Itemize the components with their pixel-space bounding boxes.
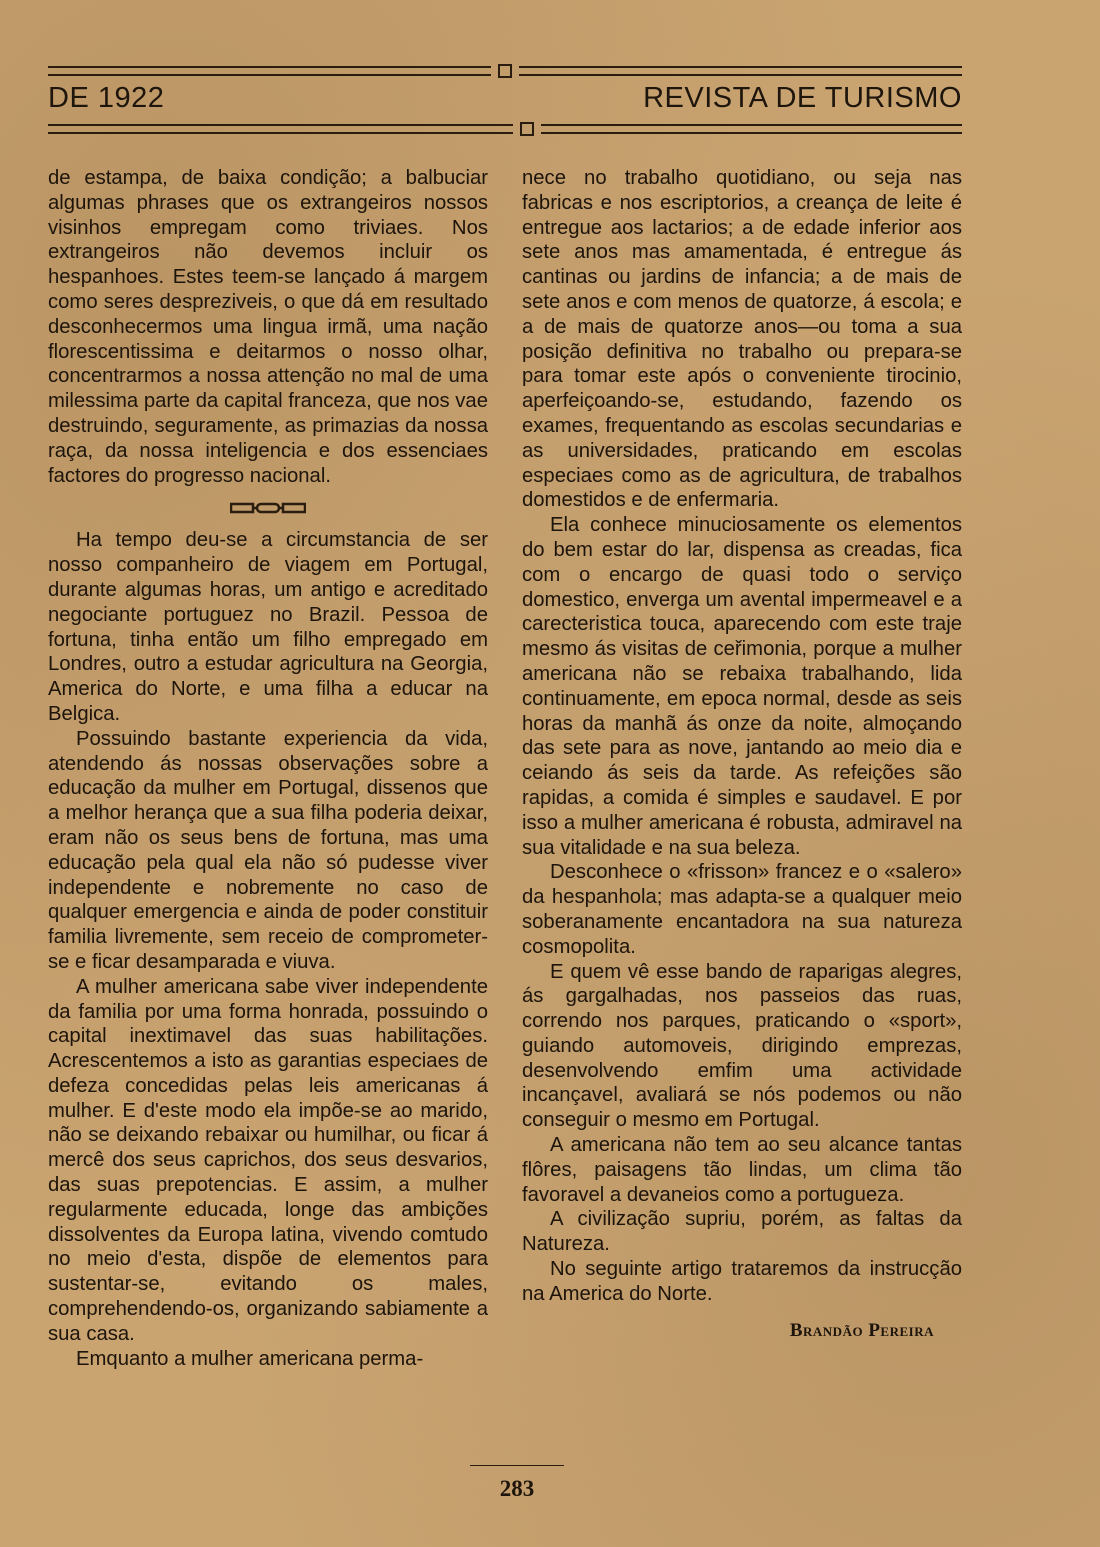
- paragraph: Desconhece o «frisson» francez e o «salero» da hespanhola; mas adapta-se a qualquer meio soberanamente encantadora na sua natureza cosmopolita.: [522, 861, 962, 958]
- paragraph: Ha tempo deu-se a circumstancia de ser nosso companheiro de viagem em Portugal, durante algumas horas, um antigo e acreditado negociante portuguez no Brazil. Pessoa de fortuna, tinha então um filho empregado em Londres, outro a estudar agricultura na Georgia, America do Norte, e uma filha a educar na Belgica.: [48, 529, 488, 725]
- paragraph: A americana não tem ao seu alcance tantas flôres, paisagens tão lindas, um clima tão favoravel a devaneios como a portugueza.: [522, 1134, 962, 1206]
- footer-rule: [470, 1465, 564, 1466]
- header-title: REVISTA DE TURISMO: [643, 81, 962, 114]
- paragraph: Possuindo bastante experiencia da vida, atendendo ás nossas observações sobre a educação da mulher em Portugal, dissenos que a melhor herança que a sua filha poderia deixar, eram não os seus bens de fortuna, mas uma educação pela qual ela não só pudesse viver independente e nobremente no caso de qualquer emergencia e ainda de poder constituir familia livremente, sem receio de comprometer-se e ficar desamparada e viuva.: [48, 727, 488, 973]
- paragraph: No seguinte artigo trataremos da instrucção na America do Norte.: [522, 1258, 962, 1305]
- header-date: DE 1922: [48, 81, 165, 114]
- paragraph: A mulher americana sabe viver independente da familia por uma forma honrada, possuindo o capital inextimavel das suas habilitações. Acrescentemos a isto as garantias especiaes de defeza concedidas pelas leis americanas á mulher. E d'este modo ela impõe-se ao marido, não se deixando rebaixar ou humilhar, ou ficar á mercê dos seus caprichos, dos seus desvarios, das suas prepotencias. E assim, a mulher regularmente educada, longe das ambições dissolventes da Europa latina, vivendo comtudo no meio d'esta, dispõe de elementos para sustentar-se, evitando os males, comprehendendo-os, organizando sabiamente a sua casa.: [48, 975, 488, 1345]
- right-column: [522, 166, 962, 1343]
- author-signature: Brandão Pereira: [789, 1319, 934, 1341]
- left-column: [48, 166, 488, 1371]
- paragraph: de estampa, de baixa condição; a balbuciar algumas phrases que os extrangeiros nossos visinhos empregam como triviaes. Nos extrangeiros não devemos incluir os hespanhoes. Estes teem-se lançado á margem como seres despreziveis, o que dá em resultado desconhecermos uma lingua irmã, uma nação florescentissima e deitarmos o nosso olhar, concentrarmos a nossa attenção no mal de uma milessima parte da capital franceza, que nos vae destruindo, seguramente, as primazias da nossa raça, da nossa inteligencia e dos essenciaes factores do progresso nacional.: [48, 167, 488, 487]
- section-ornament: [48, 494, 488, 522]
- header-bottom-rule: [48, 121, 962, 137]
- page-number: 283: [499, 1476, 535, 1501]
- header-top-rule: [48, 63, 962, 79]
- paragraph: Ela conhece minuciosamente os elementos do bem estar do lar, dispensa as creadas, fica com o encargo de quasi todo o serviço domestico, enverga um avental impermeavel e a carecteristica touca, aparecendo com este traje mesmo ás visitas de ceřimonia, porque a mulher americana não se rebaixa trabalhando, lida continuamente, em epoca normal, desde as seis horas da manhã ás onze da noite, almoçando das sete para as nove, jantando ao meio dia e ceiando ás seis da tarde. As refeições são rapidas, a comida é simples e saudavel. E por isso a mulher americana é robusta, admiravel na sua vitalidade e na sua beleza.: [522, 514, 962, 859]
- running-head: [48, 80, 962, 116]
- paragraph: Emquanto a mulher americana perma-: [76, 1347, 424, 1370]
- paragraph: E quem vê esse bando de raparigas alegres, ás gargalhadas, nos passeios das ruas, correndo nos parques, praticando o «sport», guiando automoveis, dirigindo emprezas, desenvolvendo emfim uma actividade incançavel, avaliará se nós podemos ou não conseguir o mesmo em Portugal.: [522, 960, 962, 1132]
- paragraph: A civilização supriu, porém, as faltas da Natureza.: [522, 1208, 962, 1256]
- paragraph: nece no trabalho quotidiano, ou seja nas fabricas e nos escriptorios, a creança de leite é entregue aos lactarios; a de edade inferior aos sete anos mas amamentada, é entregue ás cantinas ou jardins de infancia; a de mais de sete anos e com menos de quatorze, á escola; e a de mais de quatorze anos—ou toma a sua posição definitiva no trabalho ou prepara-se para tomar este após o conveniente tirocinio, aperfeiçoando-se, estudando, fazendo os exames, frequentando as escolas secundarias e as universidades, praticando em escolas especiaes como as de agricultura, de trabalhos domestidos e de enfermaria.: [522, 167, 962, 512]
